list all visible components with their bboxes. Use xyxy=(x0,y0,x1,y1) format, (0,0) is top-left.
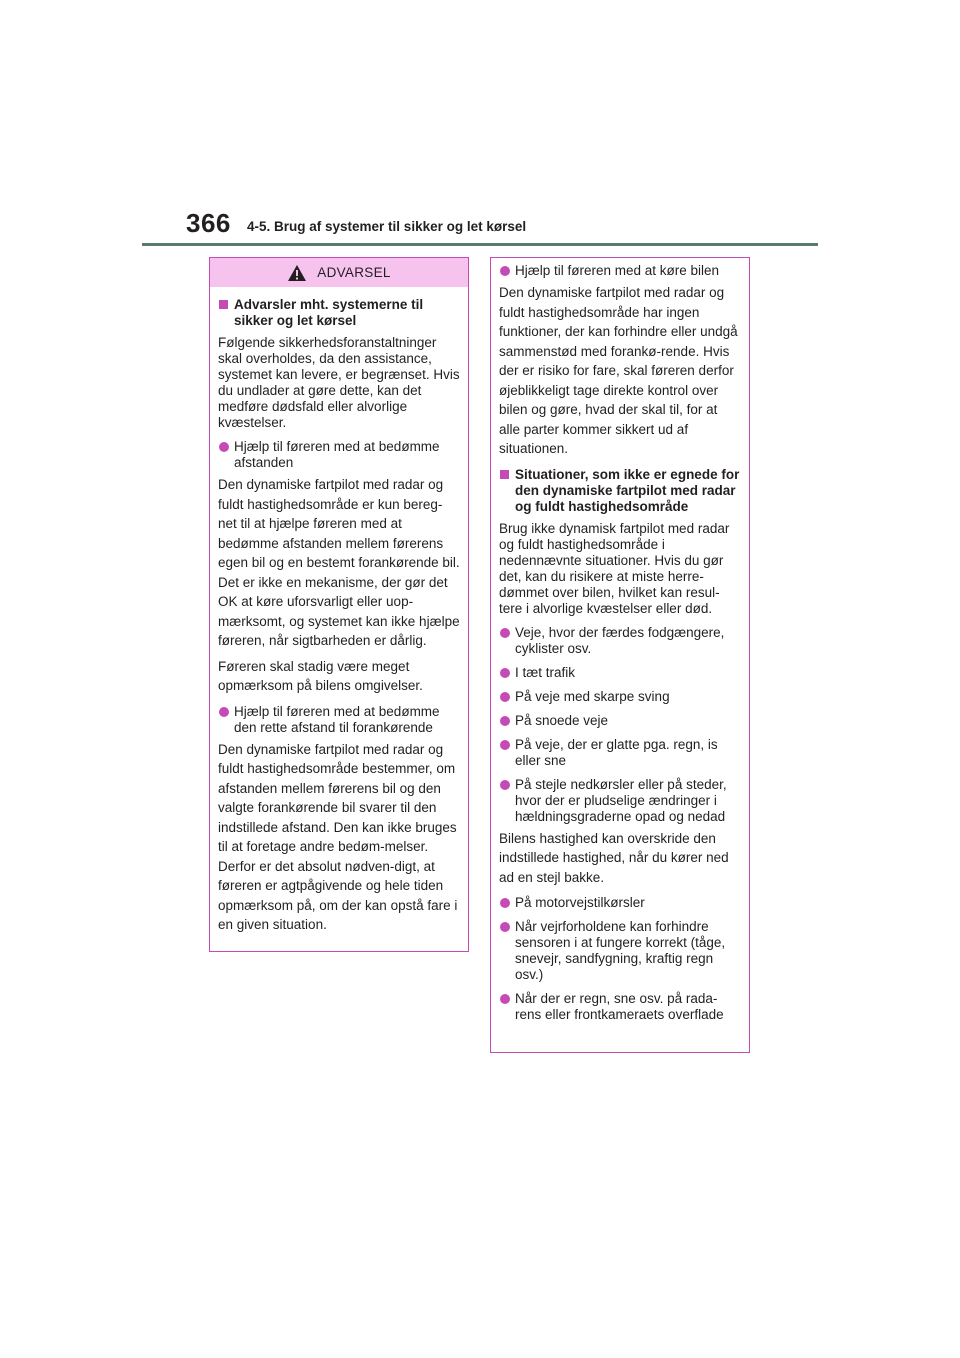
round-bullet-icon xyxy=(500,994,510,1004)
list-item xyxy=(499,895,741,911)
list-item xyxy=(499,737,741,769)
warning-label: ADVARSEL xyxy=(317,264,391,280)
bullet-item xyxy=(218,439,460,471)
paragraph: Den dynamiske fartpilot med radar og fuldt hastighedsområde har ingen funktioner, der kan forhindre eller undgå sammenstød med forankø-rende. Hvis der er risiko for fare, skal føreren derfor øjeblikkeligt tage direkte kontrol over bilen og gøre, hvad der skal til, for at alle parter kommer sikkert ud af situationen. xyxy=(499,285,738,456)
round-bullet-icon xyxy=(500,716,510,726)
list-item-text: Når vejrforholdene kan forhindre sensoren i at fungere korrekt (tåge, snevejr, sandfygning, kraftig regn osv.) xyxy=(515,919,726,982)
list-item xyxy=(499,625,741,657)
round-bullet-icon xyxy=(500,780,510,790)
warning-triangle-icon xyxy=(287,264,307,282)
list-item-text: På stejle nedkørsler eller på steder, hvor der er pludselige ændringer i hældningsgraderne opad og nedad xyxy=(515,776,727,824)
list-item-text: På snoede veje xyxy=(515,712,609,728)
page-number: 366 xyxy=(186,208,231,238)
paragraph: Den dynamiske fartpilot med radar og fuldt hastighedsområde er kun bereg-net til at hjælpe føreren med at bedømme afstanden mellem førerens egen bil og en bestemt forankørende bil. Det er ikke en mekanisme, der gør det OK at køre uforsvarligt eller uop-mærksomt, og systemet kan ikke hjælpe føreren, når sigtbarheden er dårlig. xyxy=(218,477,460,648)
round-bullet-icon xyxy=(500,628,510,638)
list-item xyxy=(499,665,741,681)
bullet-text: Hjælp til føreren med at bedømme den rette afstand til forankørende xyxy=(234,703,440,735)
list-item-text: I tæt trafik xyxy=(515,664,576,680)
section-heading xyxy=(218,297,460,329)
round-bullet-icon xyxy=(219,707,229,717)
bullet-item xyxy=(499,263,741,279)
warning-header xyxy=(210,258,468,287)
round-bullet-icon xyxy=(500,922,510,932)
bullet-text: Hjælp til føreren med at køre bilen xyxy=(515,263,720,278)
round-bullet-icon xyxy=(500,898,510,908)
list-item-text: På veje, der er glatte pga. regn, is eller sne xyxy=(515,736,718,768)
warning-box-right xyxy=(490,257,750,1053)
round-bullet-icon xyxy=(219,442,229,452)
square-bullet-icon xyxy=(219,300,228,309)
list-item xyxy=(499,713,741,729)
round-bullet-icon xyxy=(500,668,510,678)
heading-text: Situationer, som ikke er egnede for den dynamiske fartpilot med radar og fuldt hastighedsområde xyxy=(515,466,740,514)
list-item xyxy=(499,689,741,705)
warning-box-left xyxy=(209,257,469,952)
bullet-text: Hjælp til føreren med at bedømme afstanden xyxy=(234,439,440,470)
header-rule xyxy=(142,243,818,246)
section-heading xyxy=(499,467,741,515)
list-item-text: Veje, hvor der færdes fodgængere, cyklister osv. xyxy=(515,624,725,656)
list-item-text: På motorvejstilkørsler xyxy=(515,895,645,910)
list-item-text: På veje med skarpe sving xyxy=(515,688,670,704)
list-item-text: Når der er regn, sne osv. på rada-rens eller frontkameraets overflade xyxy=(515,991,724,1022)
intro-paragraph: Følgende sikkerhedsforanstaltninger skal overholdes, da den assistance, systemet kan levere, er begrænset. Hvis du undlader at gøre dette, kan det medføre dødsfald eller alvorlige kvæstelser. xyxy=(218,335,460,430)
list-item xyxy=(499,777,741,825)
round-bullet-icon xyxy=(500,266,510,276)
paragraph: Brug ikke dynamisk fartpilot med radar og fuldt hastighedsområde i nedennævnte situationer. Hvis du gør det, kan du risikere at miste herre-dømmet over bilen, hvilket kan resul-tere i alvorlige kvæstelser eller død. xyxy=(499,520,730,616)
list-item xyxy=(499,919,741,983)
paragraph: Den dynamiske fartpilot med radar og fuldt hastighedsområde bestemmer, om afstanden mellem førerens bil og den valgte forankørende bil svarer til den indstillede afstand. Den kan ikke bruges til at foretage andre bedøm-melser. Derfor er det absolut nødven-digt, at føreren er agtpågivende og hele tiden opmærksom på, om der kan opstå fare i en given situation. xyxy=(218,741,458,932)
list-item xyxy=(499,991,741,1023)
square-bullet-icon xyxy=(500,470,509,479)
paragraph: Føreren skal stadig være meget opmærksom på bilens omgivelser. xyxy=(218,658,423,693)
heading-text: Advarsler mht. systemerne til sikker og let kørsel xyxy=(234,297,424,328)
section-title: 4-5. Brug af systemer til sikker og let kørsel xyxy=(247,219,527,234)
round-bullet-icon xyxy=(500,692,510,702)
round-bullet-icon xyxy=(500,740,510,750)
bullet-item xyxy=(218,704,460,736)
paragraph: Bilens hastighed kan overskride den indstillede hastighed, når du kører ned ad en stejl bakke. xyxy=(499,830,729,885)
